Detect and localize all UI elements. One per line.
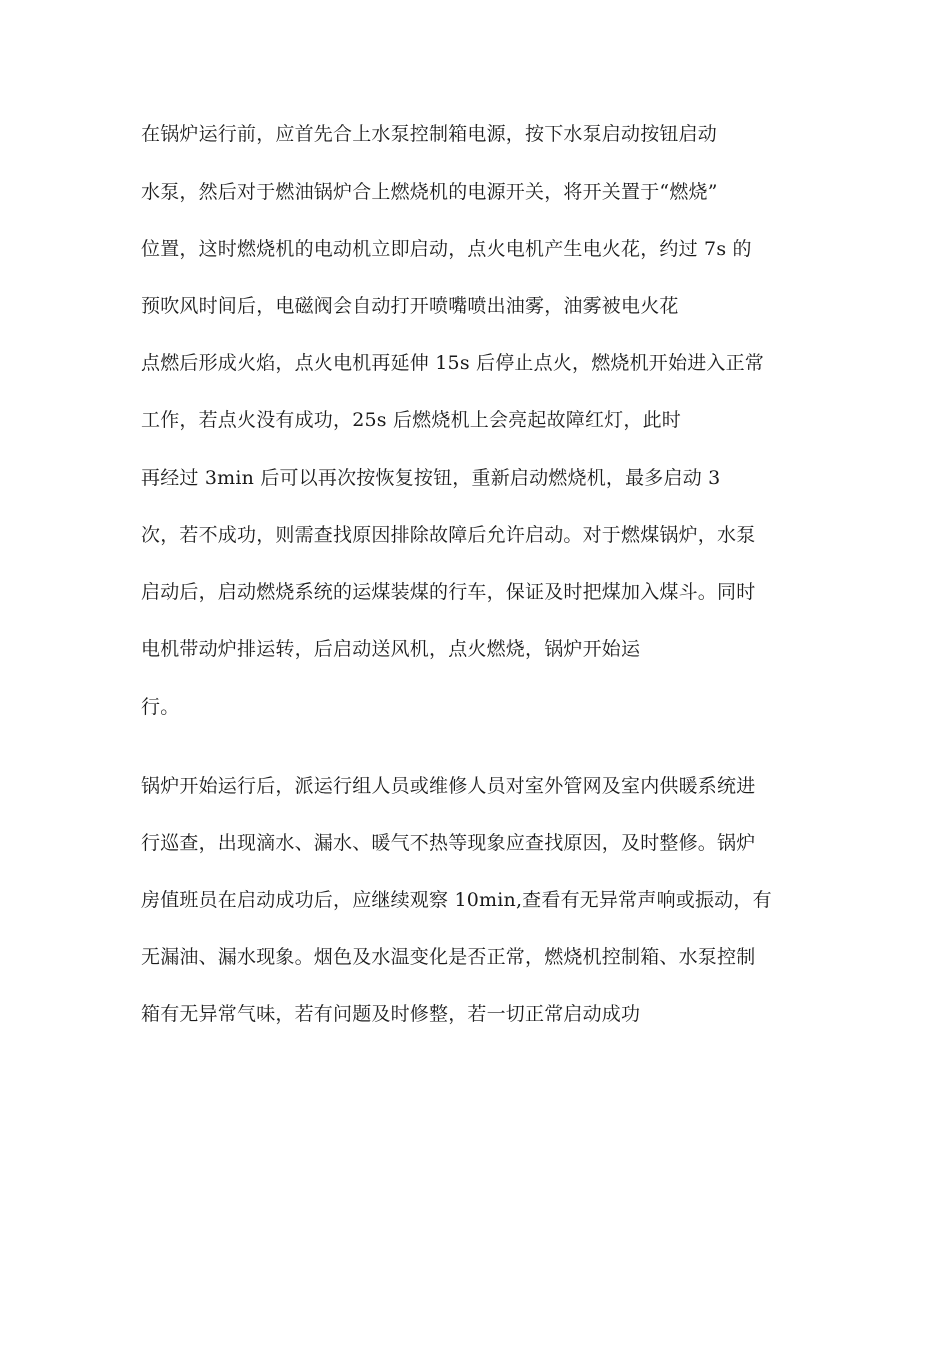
paragraph-line: 房值班员在启动成功后，应继续观察 10min,查看有无异常声响或振动，有 bbox=[141, 889, 772, 911]
paragraph-line: 在锅炉运行前，应首先合上水泵控制箱电源，按下水泵启动按钮启动 bbox=[141, 123, 718, 145]
paragraph-line: 电机带动炉排运转，后启动送风机，点火燃烧，锅炉开始运 bbox=[141, 638, 641, 660]
paragraph-line: 行巡查，出现滴水、漏水、暖气不热等现象应查找原因，及时整修。锅炉 bbox=[141, 832, 756, 854]
paragraph-line: 工作，若点火没有成功，25s 后燃烧机上会亮起故障红灯，此时 bbox=[141, 409, 681, 431]
paragraph-line: 箱有无异常气味，若有问题及时修整，若一切正常启动成功 bbox=[141, 1003, 641, 1025]
paragraph-line: 行。 bbox=[141, 696, 180, 718]
paragraph-line: 点燃后形成火焰，点火电机再延伸 15s 后停止点火，燃烧机开始进入正常 bbox=[141, 352, 765, 374]
paragraph-line: 水泵，然后对于燃油锅炉合上燃烧机的电源开关，将开关置于“燃烧” bbox=[141, 181, 718, 203]
paragraph-line: 启动后，启动燃烧系统的运煤装煤的行车，保证及时把煤加入煤斗。同时 bbox=[141, 581, 756, 603]
paragraph-line: 次，若不成功，则需查找原因排除故障后允许启动。对于燃煤锅炉，水泵 bbox=[141, 524, 756, 546]
paragraph-line: 锅炉开始运行后，派运行组人员或维修人员对室外管网及室内供暖系统进 bbox=[141, 775, 756, 797]
paragraph-line: 位置，这时燃烧机的电动机立即启动，点火电机产生电火花，约过 7s 的 bbox=[141, 238, 752, 260]
paragraph-line: 无漏油、漏水现象。烟色及水温变化是否正常，燃烧机控制箱、水泵控制 bbox=[141, 946, 756, 968]
paragraph-line: 预吹风时间后，电磁阀会自动打开喷嘴喷出油雾，油雾被电火花 bbox=[141, 295, 679, 317]
paragraph-line: 再经过 3min 后可以再次按恢复按钮，重新启动燃烧机，最多启动 3 bbox=[141, 467, 721, 489]
